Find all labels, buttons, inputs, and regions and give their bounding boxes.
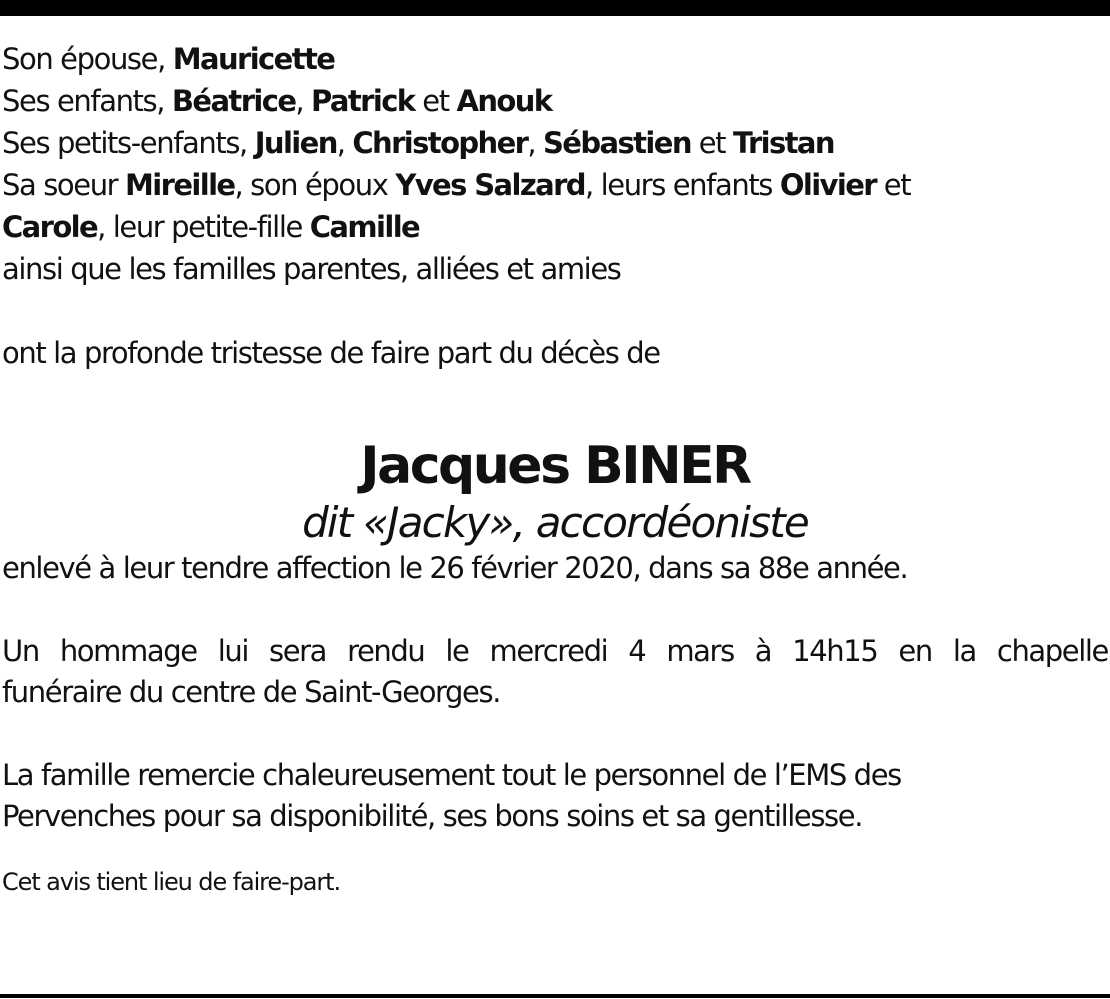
deceased-name: Jacques BINER — [360, 436, 750, 496]
ceremony-paragraph — [2, 631, 1108, 713]
brother-in-law-name: Yves Salzard — [395, 168, 585, 202]
niece-name: Carole — [2, 210, 98, 244]
grandchild-name: Christopher — [352, 126, 528, 160]
grandchild-name: Julien — [254, 126, 337, 160]
grandchildren-line: Ses petits-enfants, Julien, Christopher, Sébastien et Tristan — [2, 126, 834, 160]
grandchild-name: Sébastien — [543, 126, 691, 160]
sister-name: Mireille — [125, 168, 235, 202]
child-name: Béatrice — [171, 84, 296, 118]
top-rule — [0, 0, 1110, 16]
obituary-notice — [2, 38, 1108, 897]
relatives-line: ainsi que les familles parentes, alliées et amies — [2, 252, 621, 286]
child-name: Anouk — [456, 84, 552, 118]
ceremony-line-1: Un hommage lui sera rendu le mercredi 4 mars à 14h15 en la chapelle — [2, 634, 1108, 668]
sister-line: Sa soeur Mireille, son époux Yves Salzard, leurs enfants Olivier et — [2, 168, 911, 202]
child-name: Patrick — [311, 84, 415, 118]
deceased-subtitle: dit «Jacky», accordéoniste — [302, 498, 808, 547]
nephew-name: Olivier — [779, 168, 876, 202]
thanks-paragraph — [2, 755, 1108, 837]
bottom-rule — [0, 994, 1110, 998]
sister-line-continued: Carole, leur petite-fille Camille — [2, 210, 420, 244]
ceremony-line-2: funéraire du centre de Saint-Georges. — [2, 675, 501, 709]
deceased-block — [2, 434, 1108, 548]
announcement-line: ont la profonde tristesse de faire part du décès de — [2, 336, 660, 370]
spouse-line: Son épouse, Mauricette — [2, 42, 335, 76]
thanks-line-2: Pervenches pour sa disponibilité, ses bons soins et sa gentillesse. — [2, 799, 863, 833]
children-line: Ses enfants, Béatrice, Patrick et Anouk — [2, 84, 552, 118]
grandchild-name: Tristan — [732, 126, 834, 160]
date-line: enlevé à leur tendre affection le 26 février 2020, dans sa 88e année. — [2, 551, 908, 585]
thanks-line-1: La famille remercie chaleureusement tout le personnel de l’EMS des — [2, 758, 901, 792]
grandniece-name: Camille — [309, 210, 420, 244]
notice-footnote: Cet avis tient lieu de faire-part. — [2, 868, 340, 896]
spouse-name: Mauricette — [172, 42, 335, 76]
